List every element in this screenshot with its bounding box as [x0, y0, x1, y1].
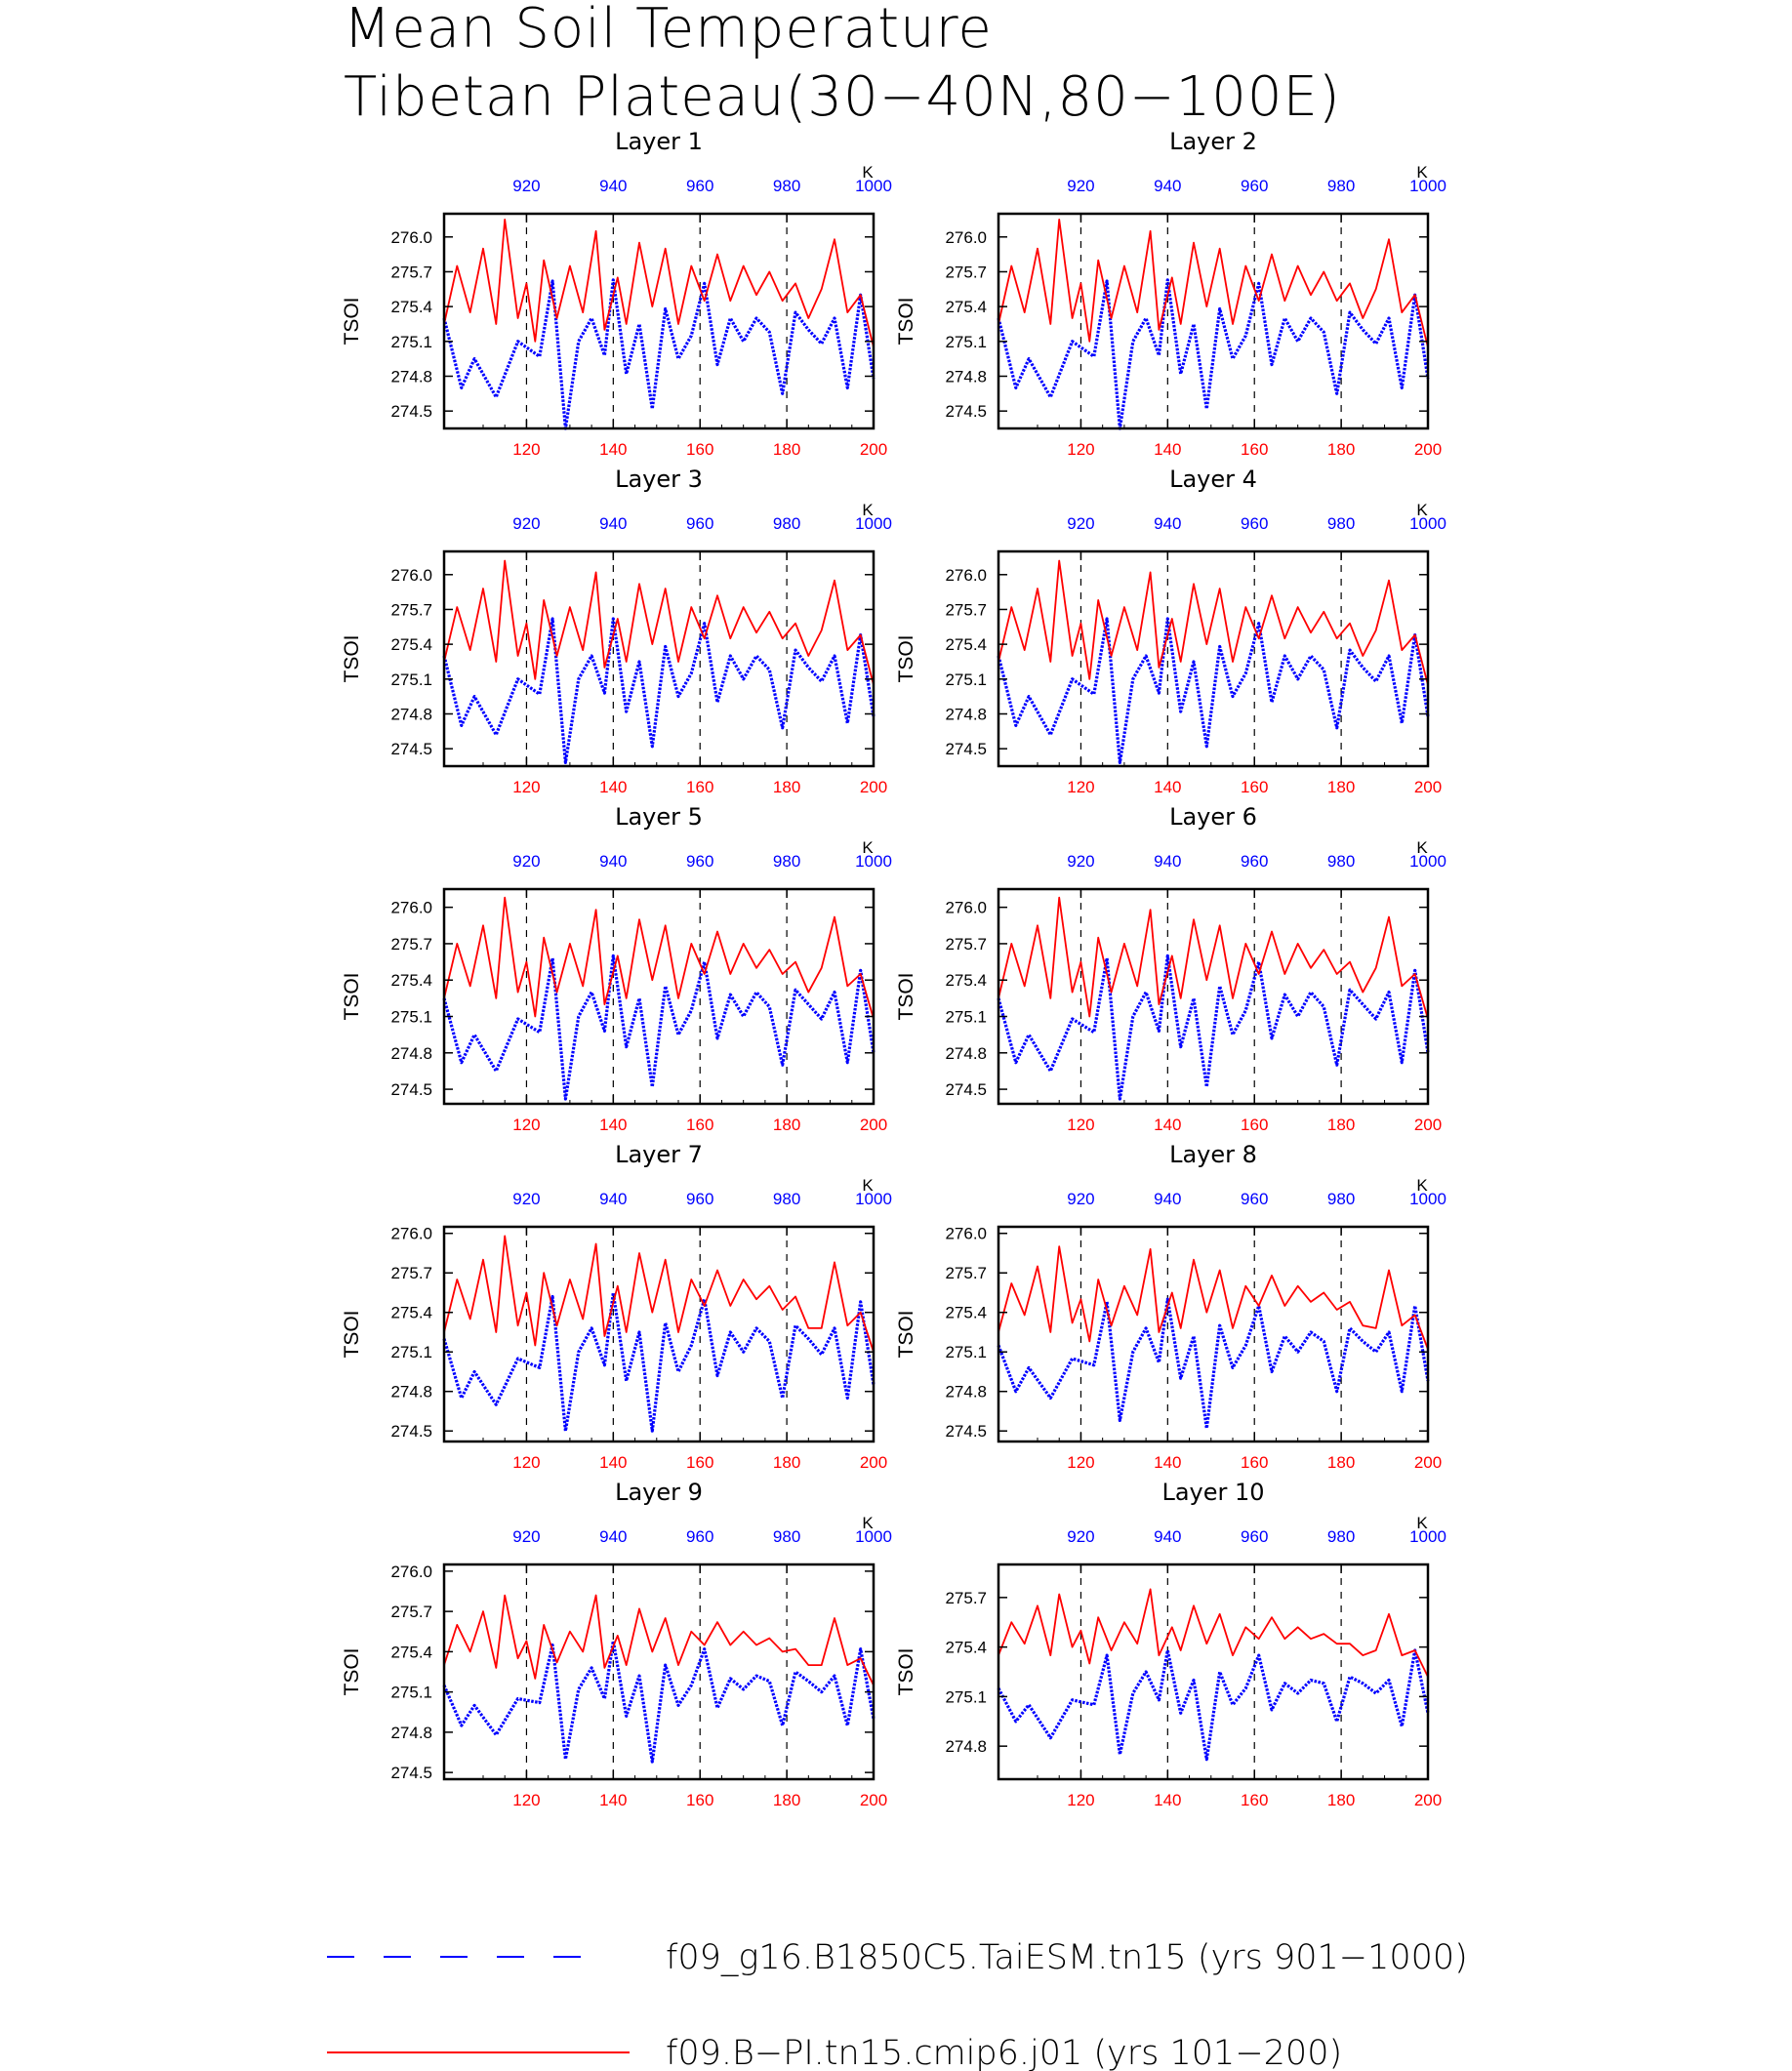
y-tick-label: 275.7	[945, 600, 987, 620]
panel-layer-1	[341, 128, 892, 459]
top-axis-units-label: K	[862, 838, 874, 857]
y-tick-label: 275.4	[390, 298, 432, 317]
legend-label-run-a: f09_g16.B1850C5.TaiESM.tn15 (yrs 901−1000)	[666, 1938, 1468, 1977]
x-tick-label-top: 960	[686, 1190, 714, 1208]
x-tick-label-bottom: 120	[512, 778, 541, 796]
x-tick-label-bottom: 180	[1326, 440, 1356, 459]
x-tick-label-top: 1000	[855, 514, 892, 533]
y-tick-label: 275.4	[390, 1303, 432, 1322]
x-tick-label-bottom: 140	[599, 1791, 628, 1809]
x-tick-label-top: 920	[1067, 514, 1095, 533]
x-tick-label-bottom: 200	[1413, 1453, 1443, 1472]
y-tick-label: 275.7	[390, 1603, 432, 1622]
x-tick-label-top: 940	[599, 177, 628, 195]
x-tick-label-top: 980	[1326, 852, 1356, 871]
x-tick-label-bottom: 180	[772, 1453, 801, 1472]
series-line-run-b	[998, 898, 1428, 1019]
x-tick-label-bottom: 160	[1241, 1453, 1269, 1472]
y-tick-label: 275.7	[945, 1264, 987, 1283]
x-tick-label-top: 1000	[1409, 1190, 1446, 1208]
x-tick-label-bottom: 200	[1413, 778, 1443, 796]
series-line-run-a	[444, 1641, 874, 1762]
x-tick-label-bottom: 120	[512, 1116, 541, 1134]
x-tick-label-top: 920	[1067, 1190, 1095, 1208]
y-tick-label: 275.4	[945, 971, 987, 991]
y-tick-label: 275.1	[390, 332, 432, 351]
y-axis-label: TSOI	[341, 972, 363, 1021]
panel-layer-4	[895, 466, 1446, 796]
y-tick-label: 274.8	[390, 367, 432, 386]
x-tick-label-bottom: 160	[1241, 778, 1269, 796]
top-axis-units-label: K	[862, 163, 874, 182]
x-tick-label-bottom: 140	[599, 1116, 628, 1134]
x-tick-label-bottom: 200	[859, 440, 888, 459]
x-tick-label-bottom: 160	[1241, 1791, 1269, 1809]
y-tick-label: 275.4	[945, 635, 987, 655]
y-tick-label: 275.1	[945, 1007, 987, 1027]
x-tick-label-top: 1000	[855, 852, 892, 871]
x-tick-label-top: 1000	[1409, 1527, 1446, 1546]
y-axis-label: TSOI	[895, 972, 917, 1021]
x-tick-label-top: 940	[1154, 514, 1182, 533]
y-tick-label: 274.8	[390, 1723, 432, 1742]
panel-layer-9	[341, 1479, 892, 1809]
x-tick-label-top: 960	[1241, 1527, 1269, 1546]
legend-label-run-b: f09.B−PI.tn15.cmip6.j01 (yrs 101−200)	[666, 2034, 1343, 2071]
x-tick-label-top: 940	[1154, 852, 1182, 871]
x-tick-label-bottom: 140	[599, 1453, 628, 1472]
y-tick-label: 274.5	[945, 1422, 987, 1442]
top-axis-units-label: K	[862, 1514, 874, 1532]
y-tick-label: 276.0	[390, 1562, 432, 1581]
y-tick-label: 276.0	[945, 227, 987, 247]
y-tick-label: 275.1	[945, 1343, 987, 1362]
y-tick-label: 274.5	[945, 740, 987, 759]
x-tick-label-top: 940	[599, 852, 628, 871]
y-tick-label: 275.1	[390, 670, 432, 689]
x-tick-label-bottom: 180	[1326, 1791, 1356, 1809]
y-tick-label: 276.0	[945, 898, 987, 917]
y-axis-label: TSOI	[895, 1310, 917, 1359]
y-tick-label: 275.7	[945, 934, 987, 954]
y-tick-label: 276.0	[945, 565, 987, 585]
series-line-run-b	[444, 1596, 874, 1685]
y-tick-label: 275.1	[945, 670, 987, 689]
series-line-run-a	[998, 1299, 1428, 1428]
x-tick-label-top: 940	[1154, 1190, 1182, 1208]
y-tick-label: 274.5	[390, 1422, 432, 1442]
y-tick-label: 276.0	[945, 1224, 987, 1243]
y-tick-label: 274.8	[945, 1382, 987, 1401]
y-tick-label: 276.0	[390, 565, 432, 585]
y-tick-label: 274.5	[390, 1764, 432, 1783]
x-tick-label-bottom: 140	[1154, 440, 1182, 459]
panel-layer-5	[341, 803, 892, 1134]
y-tick-label: 274.8	[390, 1043, 432, 1063]
x-tick-label-bottom: 140	[599, 440, 628, 459]
x-tick-label-top: 960	[1241, 852, 1269, 871]
series-line-run-b	[998, 1246, 1428, 1349]
y-axis-label: TSOI	[895, 634, 917, 683]
x-tick-label-top: 920	[512, 177, 541, 195]
x-tick-label-top: 940	[1154, 1527, 1182, 1546]
x-tick-label-bottom: 180	[1326, 1116, 1356, 1134]
series-line-run-b	[444, 1236, 874, 1352]
panel-title: Layer 1	[615, 128, 703, 155]
x-tick-label-top: 1000	[1409, 177, 1446, 195]
series-line-run-b	[444, 561, 874, 685]
series-line-run-b	[444, 220, 874, 347]
y-tick-label: 274.8	[945, 705, 987, 724]
x-tick-label-bottom: 160	[686, 440, 714, 459]
x-tick-label-bottom: 160	[686, 1116, 714, 1134]
panel-layer-6	[895, 803, 1446, 1134]
top-axis-units-label: K	[1416, 163, 1428, 182]
x-tick-label-top: 920	[1067, 177, 1095, 195]
x-tick-label-bottom: 140	[599, 778, 628, 796]
panel-title: Layer 6	[1169, 803, 1257, 831]
panel-layer-10	[895, 1479, 1446, 1809]
x-tick-label-top: 980	[772, 177, 801, 195]
series-line-run-a	[998, 280, 1428, 428]
x-tick-label-top: 920	[512, 1190, 541, 1208]
y-tick-label: 275.1	[390, 1343, 432, 1362]
x-tick-label-top: 1000	[855, 177, 892, 195]
x-tick-label-bottom: 120	[512, 1791, 541, 1809]
series-line-run-a	[444, 955, 874, 1099]
y-tick-label: 275.1	[390, 1007, 432, 1027]
x-tick-label-bottom: 200	[859, 1453, 888, 1472]
y-tick-label: 275.7	[390, 1264, 432, 1283]
x-tick-label-bottom: 120	[1067, 1791, 1095, 1809]
y-axis-label: TSOI	[895, 1647, 917, 1696]
series-line-run-b	[444, 898, 874, 1019]
x-tick-label-top: 1000	[1409, 852, 1446, 871]
y-axis-label: TSOI	[341, 634, 363, 683]
x-tick-label-top: 960	[1241, 514, 1269, 533]
panel-title: Layer 10	[1161, 1479, 1265, 1506]
panel-layer-3	[341, 466, 892, 796]
x-tick-label-bottom: 160	[686, 778, 714, 796]
x-tick-label-bottom: 200	[1413, 1791, 1443, 1809]
x-tick-label-top: 980	[772, 1527, 801, 1546]
y-tick-label: 274.8	[945, 1737, 987, 1757]
x-tick-label-bottom: 120	[1067, 778, 1095, 796]
x-tick-label-top: 980	[772, 1190, 801, 1208]
series-line-run-a	[444, 619, 874, 762]
top-axis-units-label: K	[1416, 501, 1428, 519]
x-tick-label-top: 960	[686, 177, 714, 195]
panel-title: Layer 8	[1169, 1141, 1257, 1168]
top-axis-units-label: K	[862, 1176, 874, 1195]
panel-title: Layer 3	[615, 466, 703, 493]
y-axis-label: TSOI	[895, 297, 917, 345]
legend	[327, 1938, 1468, 2071]
x-tick-label-bottom: 120	[512, 1453, 541, 1472]
x-tick-label-top: 980	[1326, 1527, 1356, 1546]
y-tick-label: 274.8	[945, 1043, 987, 1063]
x-tick-label-top: 1000	[1409, 514, 1446, 533]
y-tick-label: 275.4	[390, 971, 432, 991]
panel-title: Layer 4	[1169, 466, 1257, 493]
y-tick-label: 276.0	[390, 898, 432, 917]
series-line-run-a	[444, 280, 874, 428]
x-tick-label-bottom: 180	[1326, 1453, 1356, 1472]
y-tick-label: 275.7	[945, 263, 987, 282]
y-tick-label: 275.4	[390, 1643, 432, 1662]
x-tick-label-bottom: 120	[1067, 1116, 1095, 1134]
y-tick-label: 275.7	[390, 600, 432, 620]
figure-title-line-1: Mean Soil Temperature	[344, 0, 993, 61]
panel-grid	[341, 128, 1446, 1809]
series-line-run-a	[444, 1293, 874, 1432]
x-tick-label-top: 960	[686, 514, 714, 533]
x-tick-label-bottom: 200	[859, 778, 888, 796]
panel-title: Layer 2	[1169, 128, 1257, 155]
y-tick-label: 275.4	[945, 298, 987, 317]
x-tick-label-bottom: 180	[772, 1791, 801, 1809]
x-tick-label-bottom: 180	[772, 778, 801, 796]
panel-layer-2	[895, 128, 1446, 459]
x-tick-label-bottom: 160	[1241, 1116, 1269, 1134]
x-tick-label-top: 980	[1326, 514, 1356, 533]
y-tick-label: 274.8	[390, 705, 432, 724]
x-tick-label-top: 980	[772, 514, 801, 533]
y-tick-label: 274.8	[945, 367, 987, 386]
x-tick-label-bottom: 200	[1413, 440, 1443, 459]
top-axis-units-label: K	[1416, 1176, 1428, 1195]
series-line-run-b	[998, 561, 1428, 685]
series-line-run-b	[998, 1589, 1428, 1677]
y-tick-label: 275.7	[390, 934, 432, 954]
x-tick-label-bottom: 140	[1154, 1791, 1182, 1809]
top-axis-units-label: K	[862, 501, 874, 519]
y-tick-label: 276.0	[390, 227, 432, 247]
x-tick-label-bottom: 120	[1067, 1453, 1095, 1472]
panel-layer-8	[895, 1141, 1446, 1472]
x-tick-label-bottom: 160	[1241, 440, 1269, 459]
y-tick-label: 275.7	[390, 263, 432, 282]
x-tick-label-bottom: 120	[1067, 440, 1095, 459]
x-tick-label-top: 980	[1326, 1190, 1356, 1208]
top-axis-units-label: K	[1416, 1514, 1428, 1532]
x-tick-label-top: 920	[512, 514, 541, 533]
plot-frame	[444, 1564, 874, 1779]
x-tick-label-bottom: 200	[1413, 1116, 1443, 1134]
panel-layer-7	[341, 1141, 892, 1472]
top-axis-units-label: K	[1416, 838, 1428, 857]
y-tick-label: 274.5	[945, 1080, 987, 1100]
y-tick-label: 275.4	[945, 1303, 987, 1322]
figure-title-line-2: Tibetan Plateau(30−40N,80−100E)	[344, 65, 1341, 129]
plot-frame	[998, 1564, 1428, 1779]
x-tick-label-bottom: 200	[859, 1116, 888, 1134]
x-tick-label-top: 940	[599, 1190, 628, 1208]
x-tick-label-bottom: 140	[1154, 778, 1182, 796]
y-axis-label: TSOI	[341, 1310, 363, 1359]
y-tick-label: 274.5	[390, 1080, 432, 1100]
x-tick-label-bottom: 160	[686, 1453, 714, 1472]
x-tick-label-top: 980	[1326, 177, 1356, 195]
x-tick-label-top: 1000	[855, 1527, 892, 1546]
y-tick-label: 274.5	[945, 402, 987, 422]
series-line-run-b	[998, 220, 1428, 347]
x-tick-label-bottom: 140	[1154, 1116, 1182, 1134]
y-axis-label: TSOI	[341, 1647, 363, 1696]
y-tick-label: 275.1	[945, 1687, 987, 1707]
x-tick-label-top: 920	[512, 852, 541, 871]
plot-frame	[998, 1227, 1428, 1442]
y-axis-label: TSOI	[341, 297, 363, 345]
y-tick-label: 275.4	[945, 1638, 987, 1657]
x-tick-label-top: 920	[1067, 852, 1095, 871]
x-tick-label-bottom: 160	[686, 1791, 714, 1809]
y-tick-label: 274.8	[390, 1382, 432, 1401]
x-tick-label-bottom: 140	[1154, 1453, 1182, 1472]
series-line-run-a	[998, 1650, 1428, 1760]
panel-title: Layer 7	[615, 1141, 703, 1168]
y-tick-label: 274.5	[390, 402, 432, 422]
y-tick-label: 275.1	[945, 332, 987, 351]
x-tick-label-top: 920	[1067, 1527, 1095, 1546]
y-tick-label: 275.4	[390, 635, 432, 655]
y-tick-label: 275.7	[945, 1588, 987, 1607]
series-line-run-a	[998, 619, 1428, 762]
x-tick-label-top: 960	[1241, 1190, 1269, 1208]
panel-title: Layer 5	[615, 803, 703, 831]
x-tick-label-bottom: 180	[1326, 778, 1356, 796]
x-tick-label-top: 940	[599, 514, 628, 533]
x-tick-label-top: 940	[599, 1527, 628, 1546]
series-line-run-a	[998, 955, 1428, 1099]
x-tick-label-bottom: 120	[512, 440, 541, 459]
panel-title: Layer 9	[615, 1479, 703, 1506]
x-tick-label-top: 960	[686, 1527, 714, 1546]
y-tick-label: 275.1	[390, 1683, 432, 1702]
x-tick-label-top: 960	[1241, 177, 1269, 195]
y-tick-label: 276.0	[390, 1224, 432, 1243]
x-tick-label-top: 920	[512, 1527, 541, 1546]
x-tick-label-bottom: 180	[772, 1116, 801, 1134]
x-tick-label-top: 940	[1154, 177, 1182, 195]
x-tick-label-top: 960	[686, 852, 714, 871]
x-tick-label-bottom: 180	[772, 440, 801, 459]
x-tick-label-top: 980	[772, 852, 801, 871]
x-tick-label-bottom: 200	[859, 1791, 888, 1809]
x-tick-label-top: 1000	[855, 1190, 892, 1208]
y-tick-label: 274.5	[390, 740, 432, 759]
